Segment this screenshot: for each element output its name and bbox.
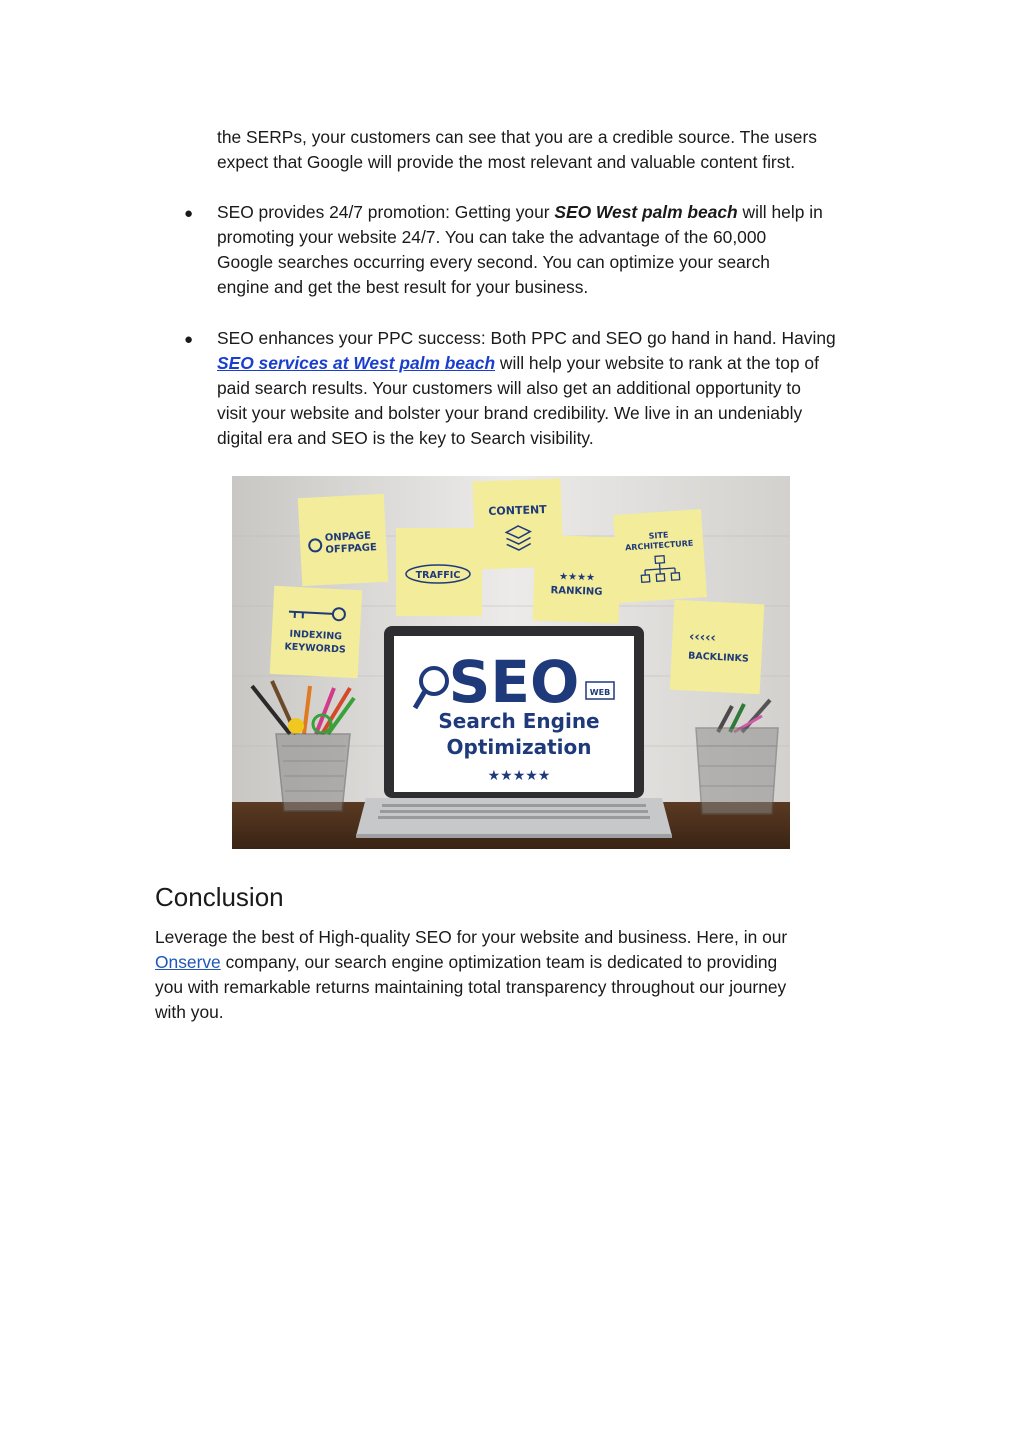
ranking-label: RANKING [550, 585, 603, 598]
offpage-label: OFFPAGE [325, 542, 378, 556]
web-label: WEB [589, 688, 611, 697]
arrows-icon: ‹‹‹‹‹ [688, 629, 717, 646]
conclusion-line-1: Leverage the best of High-quality SEO for your website and business. Here, in our [155, 927, 788, 947]
laptop [356, 626, 672, 838]
bullet-2-line-5: digital era and SEO is the key to Search visibility. [217, 428, 594, 448]
screen-line-1: Search Engine [438, 709, 600, 733]
sticky-note-indexing [270, 586, 362, 678]
bullet-1-text: SEO provides 24/7 promotion: Getting your [217, 202, 555, 222]
bullet-2-line-4: visit your website and bolster your brand credibility. We live in an undeniably [217, 403, 803, 423]
screen-line-2: Optimization [446, 735, 592, 759]
sticky-note-ranking [533, 535, 622, 624]
conclusion-line-4: with you. [155, 1002, 224, 1022]
ranking-stars: ★★★★ [558, 571, 596, 584]
onserve-link[interactable]: Onserve [155, 952, 221, 972]
bullet-1-line-3: Google searches occurring every second. You can optimize your search [217, 252, 770, 272]
backlinks-label: BACKLINKS [687, 650, 750, 665]
sticky-note-backlinks [670, 600, 765, 695]
conclusion-line-2 [155, 950, 777, 975]
bullet-1-emphasis: SEO West palm beach [554, 202, 738, 222]
conclusion-heading: Conclusion [155, 882, 284, 912]
bullet-2-text: will help your website to rank at the top of [495, 353, 819, 373]
bullet-2-line-1: SEO enhances your PPC success: Both PPC and SEO go hand in hand. Having [217, 328, 836, 348]
sticky-note-traffic [396, 528, 482, 616]
architecture-label: ARCHITECTURE [624, 538, 694, 553]
site-label: SITE [648, 530, 669, 541]
seo-illustration [232, 476, 790, 849]
screen-stars: ★★★★★ [487, 768, 551, 784]
bullet-2-line-3: paid search results. Your customers will also get an additional opportunity to [217, 378, 801, 398]
bullet-marker: ● [184, 331, 194, 348]
seo-illustration-svg [232, 476, 790, 849]
bullet-1-line-4: engine and get the best result for your business. [217, 277, 589, 297]
bullet-1-line-2: promoting your website 24/7. You can take the advantage of the 60,000 [217, 227, 767, 247]
content-label: CONTENT [488, 502, 547, 519]
bullet-1-line-1 [217, 200, 823, 225]
sticky-note-site-architecture [613, 509, 707, 603]
screen-seo-title: SEO [448, 648, 580, 716]
conclusion-line-3: you with remarkable returns maintaining total transparency throughout our journey [155, 977, 787, 997]
onpage-label: ONPAGE [324, 530, 372, 544]
conclusion-text: company, our search engine optimization team is dedicated to providing [220, 952, 778, 972]
keywords-label: KEYWORDS [284, 641, 346, 656]
bullet-1-text-end: will help in [737, 202, 823, 222]
traffic-label: TRAFFIC [415, 570, 461, 581]
intro-line-1: the SERPs, your customers can see that you are a credible source. The users [217, 127, 817, 147]
indexing-label: INDEXING [289, 628, 343, 643]
sticky-note-onpage [298, 494, 388, 586]
seo-services-link[interactable]: SEO services at West palm beach [217, 353, 496, 373]
intro-line-2: expect that Google will provide the most relevant and valuable content first. [217, 152, 796, 172]
bullet-marker: ● [184, 205, 194, 222]
bullet-2-line-2 [217, 351, 819, 376]
